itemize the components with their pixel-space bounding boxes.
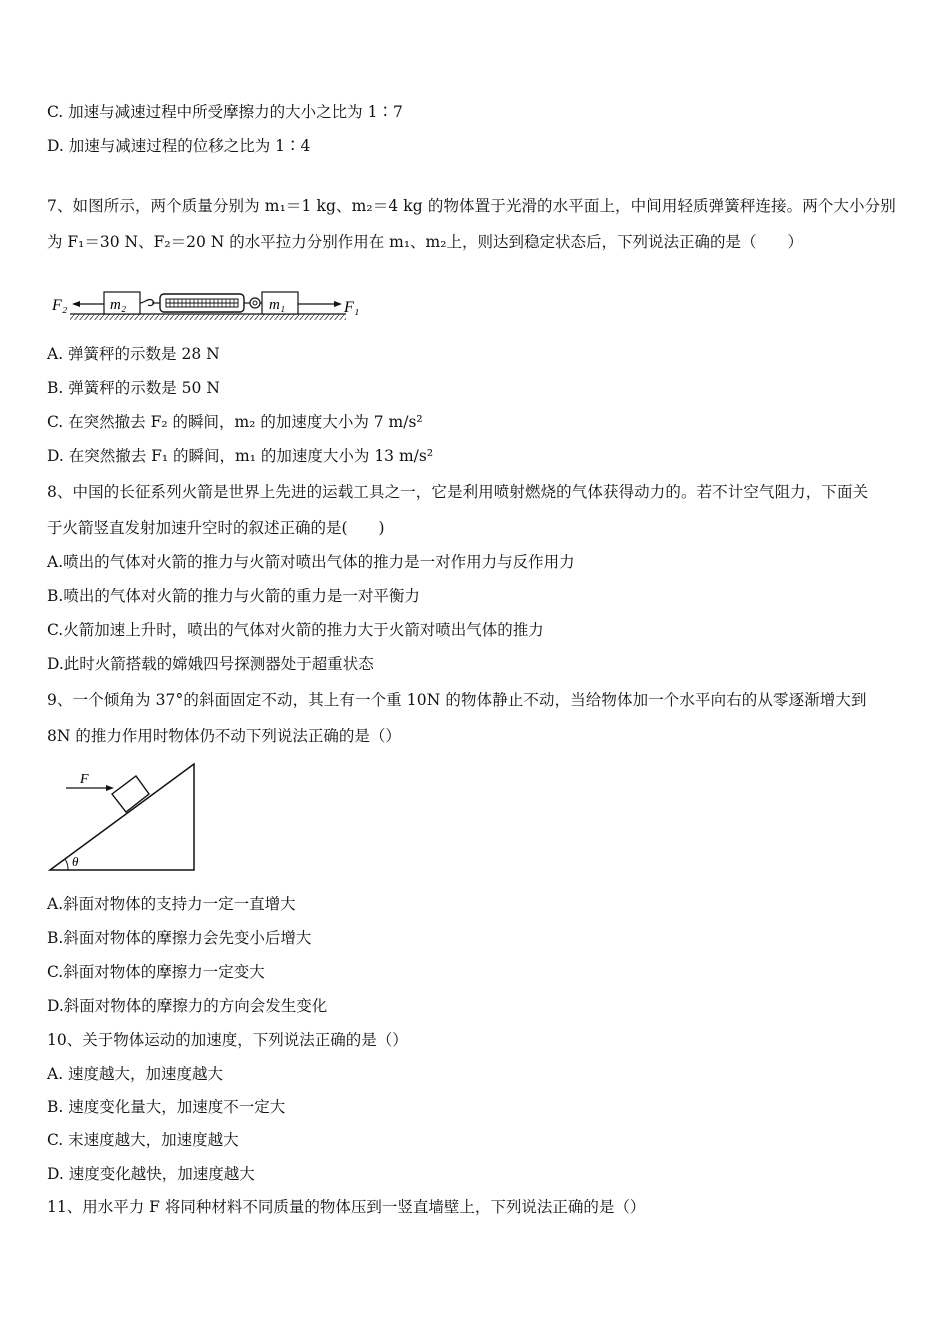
- f2-label: F₂: [52, 297, 68, 314]
- f1-arrowhead: [334, 301, 342, 307]
- q8-stem-line1: 8、中国的长征系列火箭是世界上先进的运载工具之一，它是利用喷射燃烧的气体获得动力的。若不计空气阻力，下面关: [47, 483, 869, 501]
- q6-option-d: D. 加速与减速过程的位移之比为 1∶4: [47, 137, 311, 155]
- m1-label: m₁: [269, 297, 286, 313]
- ground-hatching: [70, 314, 346, 320]
- q7-spring-scale-figure: [48, 286, 368, 326]
- q8-stem-line2: 于火箭竖直发射加速升空时的叙述正确的是( ): [47, 519, 385, 537]
- q8-option-c: C.火箭加速上升时，喷出的气体对火箭的推力大于火箭对喷出气体的推力: [47, 621, 544, 639]
- q10-option-d: D. 速度变化越快，加速度越大: [47, 1165, 255, 1183]
- q6-option-c: C. 加速与减速过程中所受摩擦力的大小之比为 1∶7: [47, 103, 403, 121]
- angle-label: θ: [72, 854, 79, 869]
- q9-option-a: A.斜面对物体的支持力一定一直增大: [47, 895, 296, 913]
- force-label: F: [80, 772, 89, 787]
- m2-label: m₂: [110, 297, 127, 313]
- q7-option-a: A. 弹簧秤的示数是 28 N: [47, 345, 220, 363]
- q9-stem-line2: 8N 的推力作用时物体仍不动下列说法正确的是（）: [47, 727, 401, 745]
- f1-label: F₁: [344, 299, 360, 316]
- f2-arrowhead: [72, 301, 80, 307]
- q7-option-d: D. 在突然撤去 F₁ 的瞬间，m₁ 的加速度大小为 13 m/s²: [47, 447, 434, 465]
- q10-option-b: B. 速度变化量大，加速度不一定大: [47, 1098, 286, 1116]
- q8-option-b: B.喷出的气体对火箭的推力与火箭的重力是一对平衡力: [47, 587, 420, 605]
- q9-incline-figure: [46, 760, 201, 875]
- q9-stem-line1: 9、一个倾角为 37°的斜面固定不动，其上有一个重 10N 的物体静止不动，当给物体加一个水平向右的从零逐渐增大到: [47, 691, 867, 709]
- force-arrowhead: [106, 785, 114, 791]
- q10-stem: 10、关于物体运动的加速度，下列说法正确的是（）: [47, 1031, 408, 1049]
- hook: [140, 300, 154, 306]
- q10-option-a: A. 速度越大，加速度越大: [47, 1065, 224, 1083]
- q9-option-c: C.斜面对物体的摩擦力一定变大: [47, 963, 265, 981]
- block-on-incline: [112, 776, 149, 812]
- q7-option-b: B. 弹簧秤的示数是 50 N: [47, 379, 220, 397]
- angle-arc: [65, 859, 68, 870]
- q8-option-a: A.喷出的气体对火箭的推力与火箭对喷出气体的推力是一对作用力与反作用力: [47, 553, 575, 571]
- q11-stem: 11、用水平力 F 将同种材料不同质量的物体压到一竖直墙壁上，下列说法正确的是（）: [47, 1198, 646, 1216]
- q9-option-d: D.斜面对物体的摩擦力的方向会发生变化: [47, 997, 328, 1015]
- q8-option-d: D.此时火箭搭载的嫦娥四号探测器处于超重状态: [47, 655, 374, 673]
- q9-option-b: B.斜面对物体的摩擦力会先变小后增大: [47, 929, 312, 947]
- q7-stem-line1: 7、如图所示，两个质量分别为 m₁＝1 kg、m₂＝4 kg 的物体置于光滑的水平面上，中间用轻质弹簧秤连接。两个大小分别: [47, 197, 896, 215]
- q7-stem-line2: 为 F₁＝30 N、F₂＝20 N 的水平拉力分别作用在 m₁、m₂上，则达到稳定状态后，下列说法正确的是（ ）: [47, 233, 803, 251]
- q7-option-c: C. 在突然撤去 F₂ 的瞬间，m₂ 的加速度大小为 7 m/s²: [47, 413, 423, 431]
- q10-option-c: C. 末速度越大，加速度越大: [47, 1131, 239, 1149]
